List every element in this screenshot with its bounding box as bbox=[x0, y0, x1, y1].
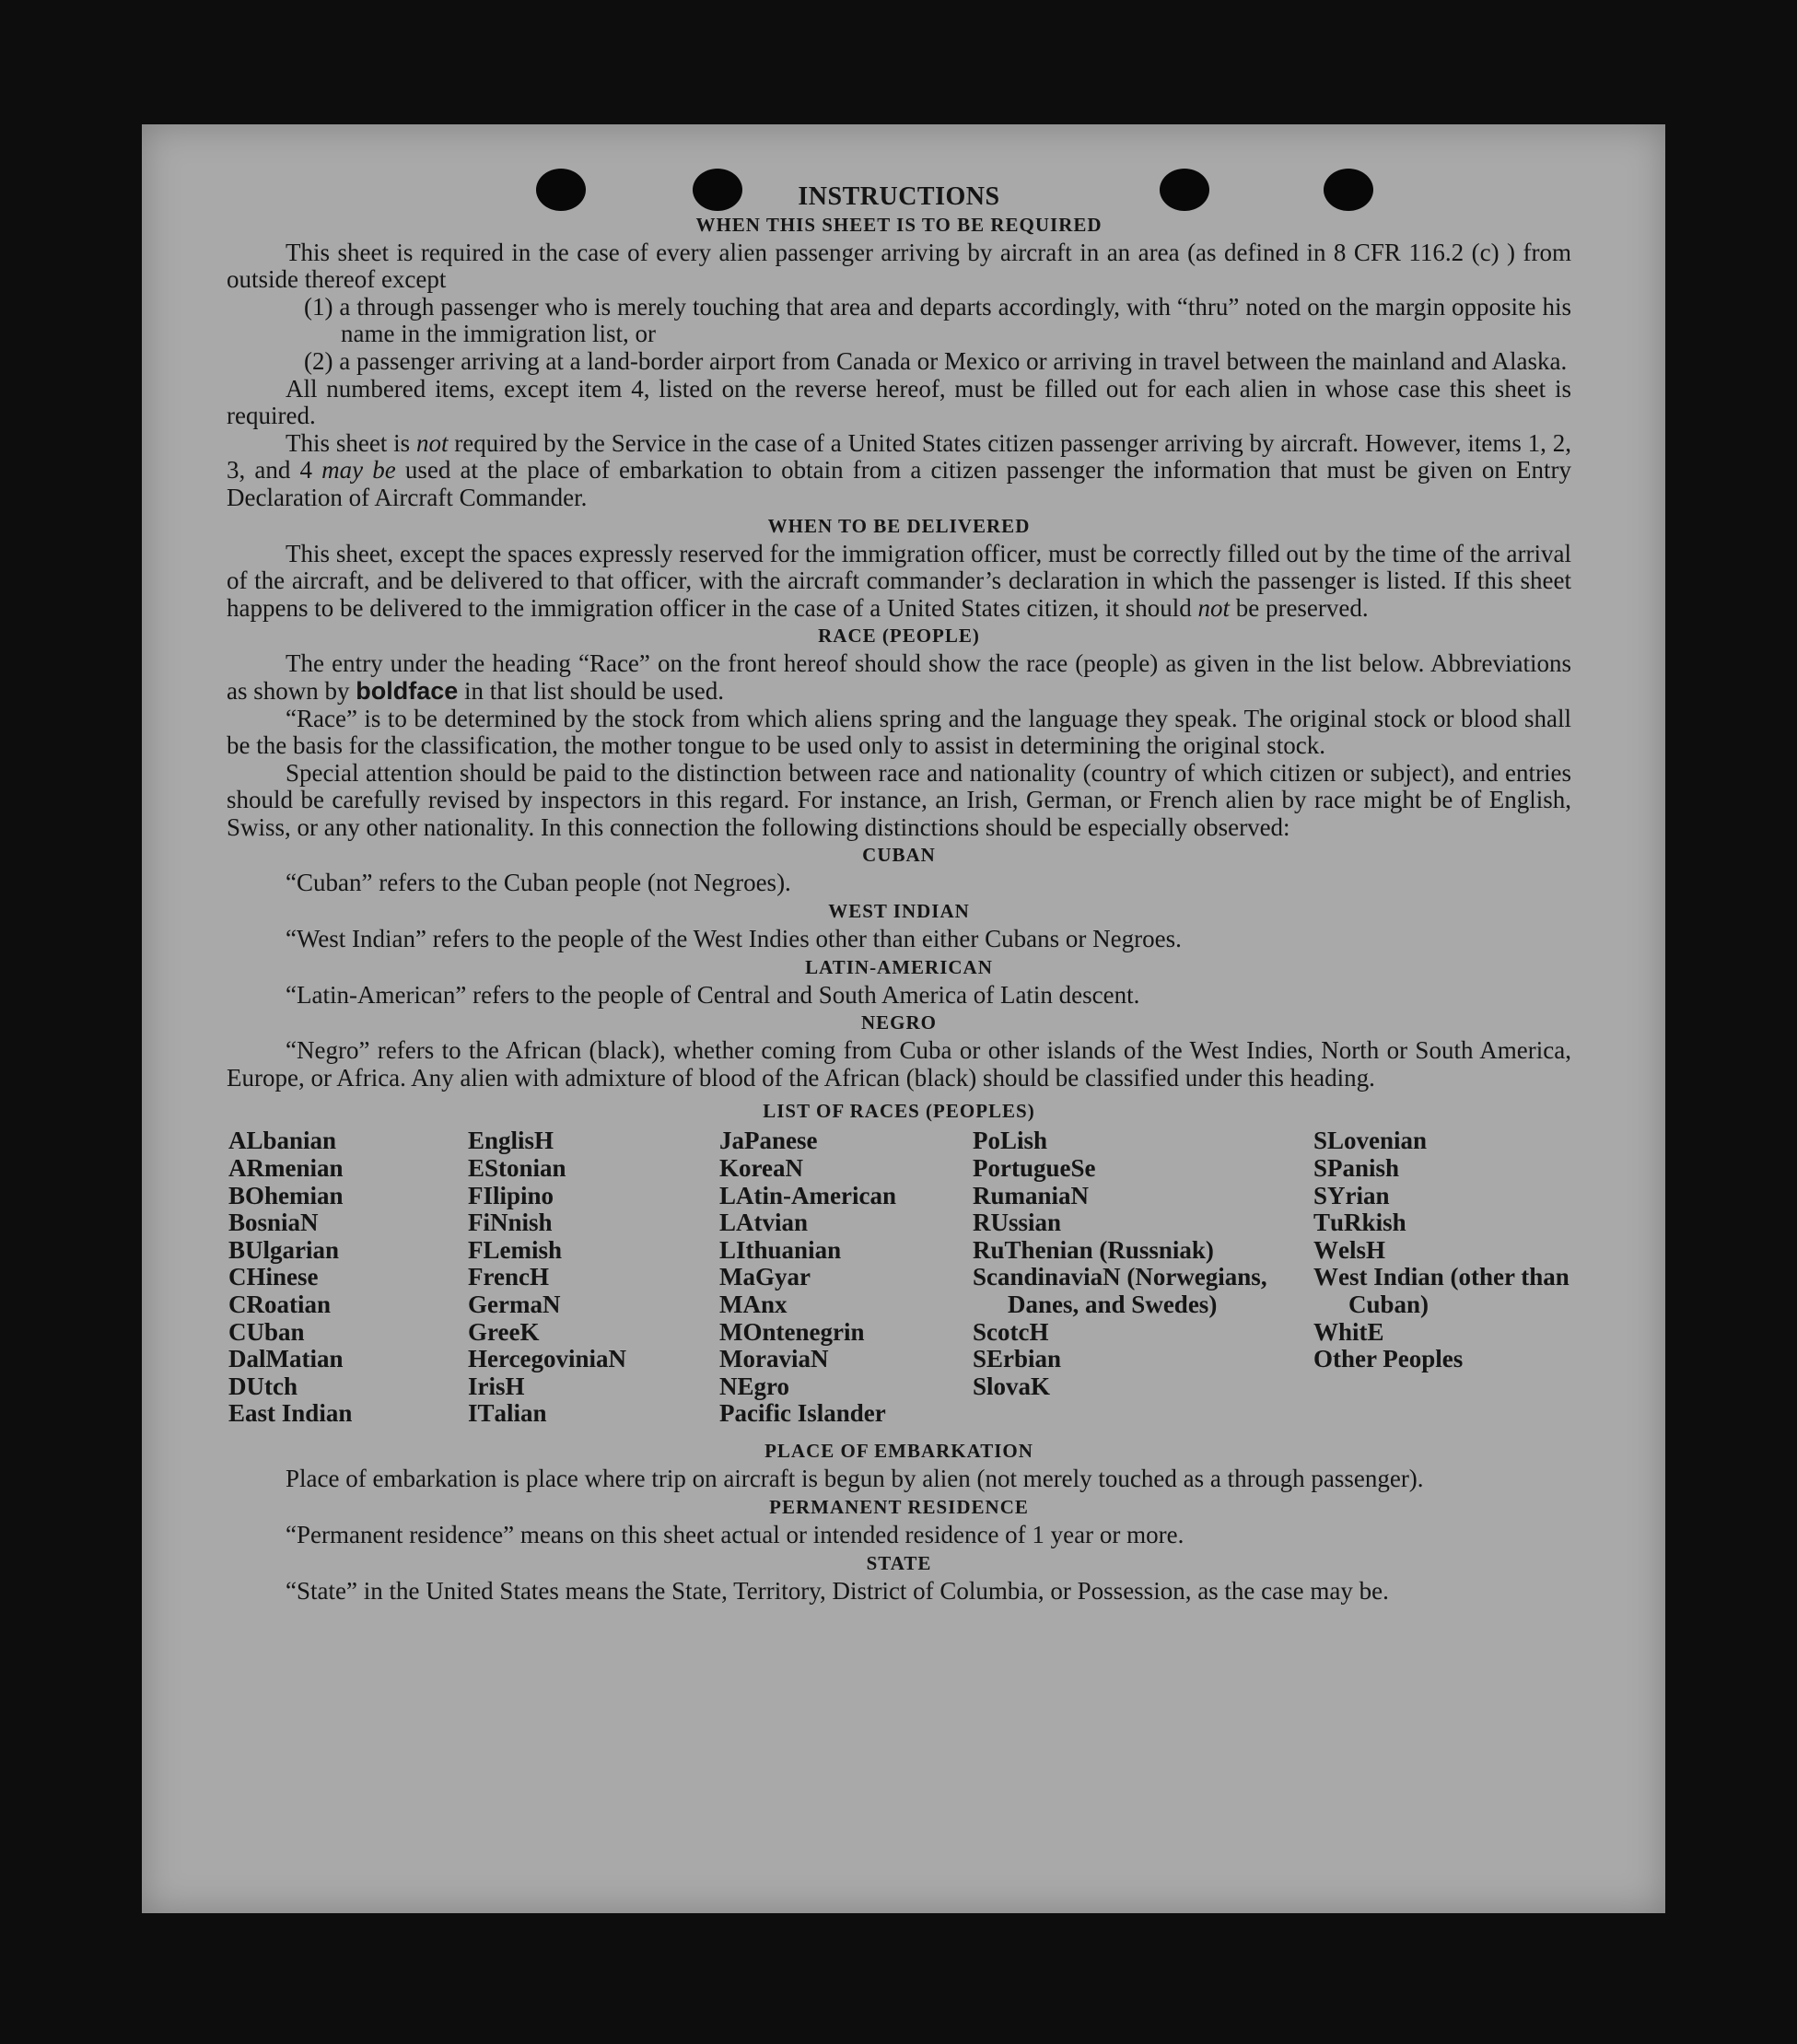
race-item: West Indian (other than Cuban) bbox=[1313, 1263, 1569, 1318]
race-item: DalMatian bbox=[228, 1345, 344, 1373]
race-item: MoraviaN bbox=[719, 1345, 829, 1373]
race-item: LAtin-American bbox=[719, 1181, 896, 1209]
races-column-1 bbox=[228, 1127, 459, 1428]
heading-race: RACE (PEOPLE) bbox=[818, 625, 980, 648]
page-title: INSTRUCTIONS bbox=[798, 182, 1000, 211]
west-indian-text: “West Indian” refers to the people of the West Indies other than either Cubans or Negroes. bbox=[286, 925, 1182, 953]
race-item: MaGyar bbox=[719, 1263, 811, 1291]
heading-permanent-residence: PERMANENT RESIDENCE bbox=[769, 1496, 1029, 1519]
race-item: ScandinaviaN (Norwegians, Danes, and Swedes) bbox=[973, 1263, 1267, 1318]
race-item: MOntenegrin bbox=[719, 1317, 865, 1346]
race-item: FLemish bbox=[468, 1235, 563, 1264]
heading-negro: NEGRO bbox=[860, 1011, 937, 1034]
negro-text: “Negro” refers to the African (black), whether coming from Cuba or other islands of the West Indies, North or South America, Europe, or Africa. Any alien with admixture of blood of the African (black) should be classified under this heading. bbox=[227, 1036, 1571, 1092]
heading-west-indian: WEST INDIAN bbox=[828, 900, 970, 923]
heading-when-delivered: WHEN TO BE DELIVERED bbox=[767, 514, 1031, 537]
races-column-4 bbox=[973, 1127, 1277, 1400]
race-item: BUlgarian bbox=[228, 1235, 340, 1264]
race-item: FrencH bbox=[468, 1263, 549, 1291]
when-required-para2: All numbered items, except item 4, listed on the reverse hereof, must be filled out for each alien in whose case this sheet is required. bbox=[227, 374, 1571, 430]
heading-cuban: CUBAN bbox=[862, 844, 936, 867]
race-item: BOhemian bbox=[228, 1181, 344, 1209]
residence-text: “Permanent residence” means on this sheet actual or intended residence of 1 year or more. bbox=[286, 1521, 1184, 1549]
race-item: SYrian bbox=[1313, 1181, 1390, 1209]
race-item: PortugueSe bbox=[973, 1154, 1096, 1183]
latin-american-text: “Latin-American” refers to the people of Central and South America of Latin descent. bbox=[286, 980, 1140, 1009]
race-item: SlovaK bbox=[973, 1372, 1051, 1400]
race-item: ALbanian bbox=[228, 1127, 337, 1155]
race-item: GermaN bbox=[468, 1291, 561, 1318]
race-item: RUssian bbox=[973, 1209, 1062, 1237]
race-item: LIthuanian bbox=[719, 1235, 842, 1264]
race-item: JaPanese bbox=[719, 1127, 818, 1155]
race-item: NEgro bbox=[719, 1372, 790, 1400]
race-item: ARmenian bbox=[228, 1154, 344, 1183]
race-item: ITalian bbox=[468, 1399, 547, 1428]
race-item: BosniaN bbox=[228, 1209, 319, 1237]
race-para2: “Race” is to be determined by the stock from which aliens spring and the language they speak. The original stock or blood shall be the basis for the classification, the mother tongue to be used only to assist in determining the original stock. bbox=[227, 704, 1571, 760]
race-item: WelsH bbox=[1313, 1235, 1386, 1264]
race-item: KoreaN bbox=[719, 1154, 803, 1183]
race-item: WhitE bbox=[1313, 1317, 1384, 1346]
race-item: CUban bbox=[228, 1317, 305, 1346]
race-item: East Indian bbox=[228, 1399, 353, 1428]
race-item: SErbian bbox=[973, 1345, 1062, 1373]
heading-state: STATE bbox=[866, 1551, 932, 1574]
race-item: Other Peoples bbox=[1313, 1345, 1464, 1373]
exception-item-1: (1) a through passenger who is merely touching that area and departs accordingly, with “thru” noted on the margin opposite his name in the immigration list, or bbox=[304, 292, 1571, 348]
document-body bbox=[227, 183, 1571, 1605]
race-item: IrisH bbox=[468, 1372, 525, 1400]
race-item: EnglisH bbox=[468, 1127, 554, 1155]
race-item: FIlipino bbox=[468, 1181, 554, 1209]
when-delivered-text: This sheet, except the spaces expressly reserved for the immigration officer, must be correctly filled out by the time of the arrival of the aircraft, and be delivered to that officer, with the aircraft commander’s declaration in which the passenger is listed. If this sheet happens to be delivered to the immigration officer in the case of a United States citizen, it should not be preserved. bbox=[227, 539, 1571, 622]
race-item: Pacific Islander bbox=[719, 1399, 886, 1428]
exception-item-2: (2) a passenger arriving at a land-border airport from Canada or Mexico or arriving in travel between the mainland and Alaska. bbox=[304, 346, 1568, 375]
race-item: FiNnish bbox=[468, 1209, 553, 1237]
when-required-intro: This sheet is required in the case of every alien passenger arriving by aircraft in an area (as defined in 8 CFR 116.2 (c) ) from outside thereof except bbox=[227, 238, 1571, 294]
races-column-3 bbox=[719, 1127, 968, 1428]
when-required-para3: This sheet is not required by the Service in the case of a United States citizen passenger arriving by aircraft. However, items 1, 2, 3, and 4 may be used at the place of embarkation to obtain from a citizen passenger the information that must be given on Entry Declaration of Aircraft Commander. bbox=[227, 428, 1572, 511]
embarkation-text: Place of embarkation is place where trip on aircraft is begun by alien (not merely touched as a through passenger). bbox=[286, 1465, 1424, 1493]
race-para3: Special attention should be paid to the distinction between race and nationality (country of which citizen or subject), and entries should be carefully revised by inspectors in this regard. For instance, an Irish, German, or French alien by race might be of English, Swiss, or any other nationality. In this connection the following distinctions should be especially observed: bbox=[227, 758, 1571, 841]
race-item: SPanish bbox=[1313, 1154, 1400, 1183]
race-item: RuThenian (Russniak) bbox=[973, 1235, 1214, 1264]
heading-when-required: WHEN THIS SHEET IS TO BE REQUIRED bbox=[695, 213, 1103, 236]
race-item: HercegoviniaN bbox=[468, 1345, 626, 1373]
race-item: LAtvian bbox=[719, 1209, 809, 1237]
race-item: ScotcH bbox=[973, 1317, 1049, 1346]
race-item: RumaniaN bbox=[973, 1181, 1090, 1209]
race-item: PoLish bbox=[973, 1127, 1048, 1155]
race-item: SLovenian bbox=[1313, 1127, 1428, 1155]
cuban-text: “Cuban” refers to the Cuban people (not Negroes). bbox=[286, 869, 791, 897]
document-sheet bbox=[142, 124, 1665, 1913]
race-item: CRoatian bbox=[228, 1291, 332, 1318]
race-item: GreeK bbox=[468, 1317, 540, 1346]
races-list bbox=[227, 1127, 1571, 1437]
race-item: DUtch bbox=[228, 1372, 298, 1400]
heading-embarkation: PLACE OF EMBARKATION bbox=[764, 1440, 1033, 1463]
race-item: TuRkish bbox=[1313, 1209, 1406, 1237]
race-item: MAnx bbox=[719, 1291, 788, 1318]
heading-list-of-races: LIST OF RACES (PEOPLES) bbox=[763, 1100, 1035, 1123]
races-column-5 bbox=[1313, 1127, 1581, 1372]
race-item: EStonian bbox=[468, 1154, 566, 1183]
state-text: “State” in the United States means the State, Territory, District of Columbia, or Possession, as the case may be. bbox=[286, 1576, 1389, 1605]
race-item: CHinese bbox=[228, 1263, 319, 1291]
race-para1: The entry under the heading “Race” on the front hereof should show the race (people) as given in the list below. Abbreviations as shown by boldface in that list should be used. bbox=[227, 649, 1571, 705]
races-column-2 bbox=[468, 1127, 707, 1428]
heading-latin-american: LATIN-AMERICAN bbox=[805, 955, 993, 978]
